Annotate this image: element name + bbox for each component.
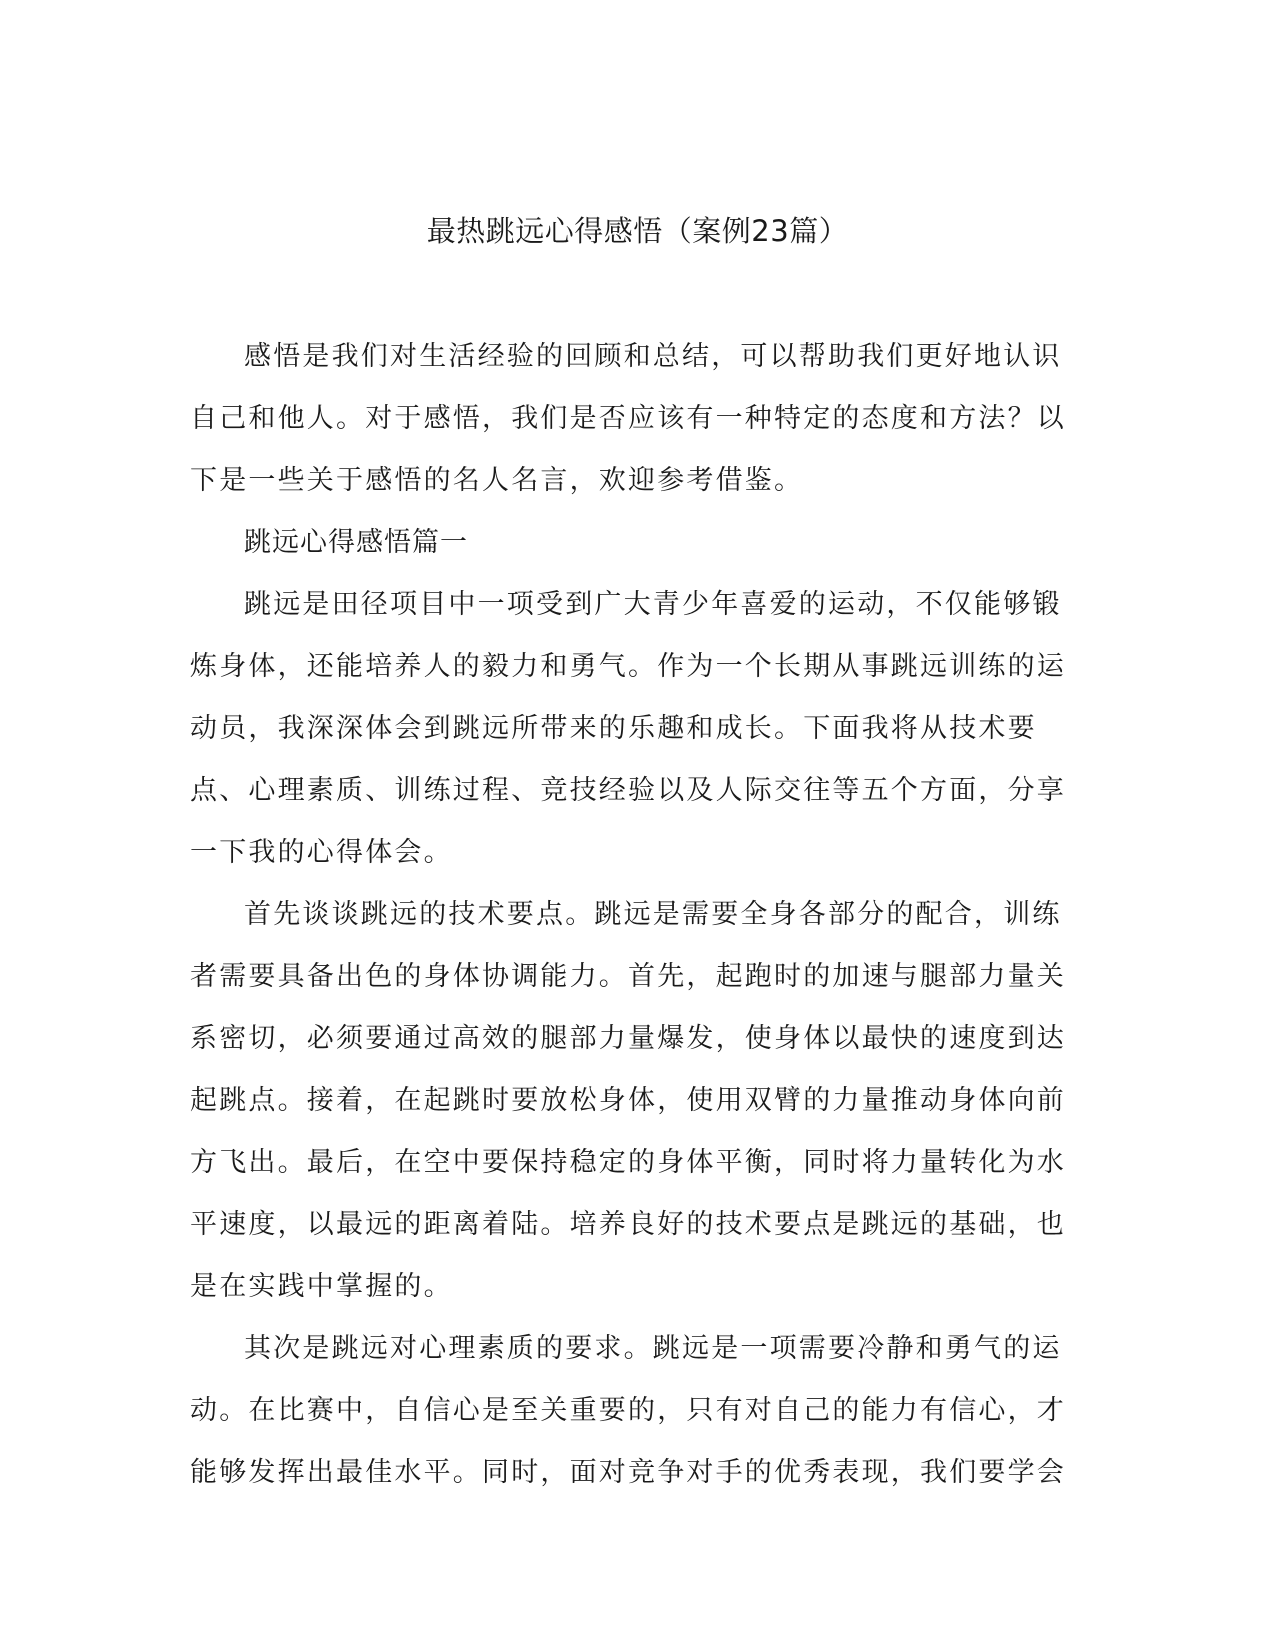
body-paragraph: 首先谈谈跳远的技术要点。跳远是需要全身各部分的配合，训练者需要具备出色的身体协调能力。首先，起跑时的加速与腿部力量关系密切，必须要通过高效的腿部力量爆发，使身体以最快的速度到达起跳点。接着，在起跳时要放松身体，使用双臂的力量推动身体向前方飞出。最后，在空中要保持稳定的身体平衡，同时将力量转化为水平速度，以最远的距离着陆。培养良好的技术要点是跳远的基础，也是在实践中掌握的。: [190, 899, 1066, 1302]
section-heading: 跳远心得感悟篇一: [244, 527, 468, 558]
document-title: 最热跳远心得感悟（案例23篇）: [426, 214, 849, 248]
body-paragraph: 跳远是田径项目中一项受到广大青少年喜爱的运动，不仅能够锻炼身体，还能培养人的毅力和勇气。作为一个长期从事跳远训练的运动员，我深深体会到跳远所带来的乐趣和成长。下面我将从技术要点、心理素质、训练过程、竞技经验以及人际交往等五个方面，分享一下我的心得体会。: [190, 589, 1066, 868]
document-body: [190, 326, 1085, 1504]
body-paragraph: 其次是跳远对心理素质的要求。跳远是一项需要冷静和勇气的运动。在比赛中，自信心是至关重要的，只有对自己的能力有信心，才能够发挥出最佳水平。同时，面对竞争对手的优秀表现，我们要学会: [190, 1333, 1066, 1488]
intro-paragraph: 感悟是我们对生活经验的回顾和总结，可以帮助我们更好地认识自己和他人。对于感悟，我们是否应该有一种特定的态度和方法？以下是一些关于感悟的名人名言，欢迎参考借鉴。: [190, 341, 1066, 496]
